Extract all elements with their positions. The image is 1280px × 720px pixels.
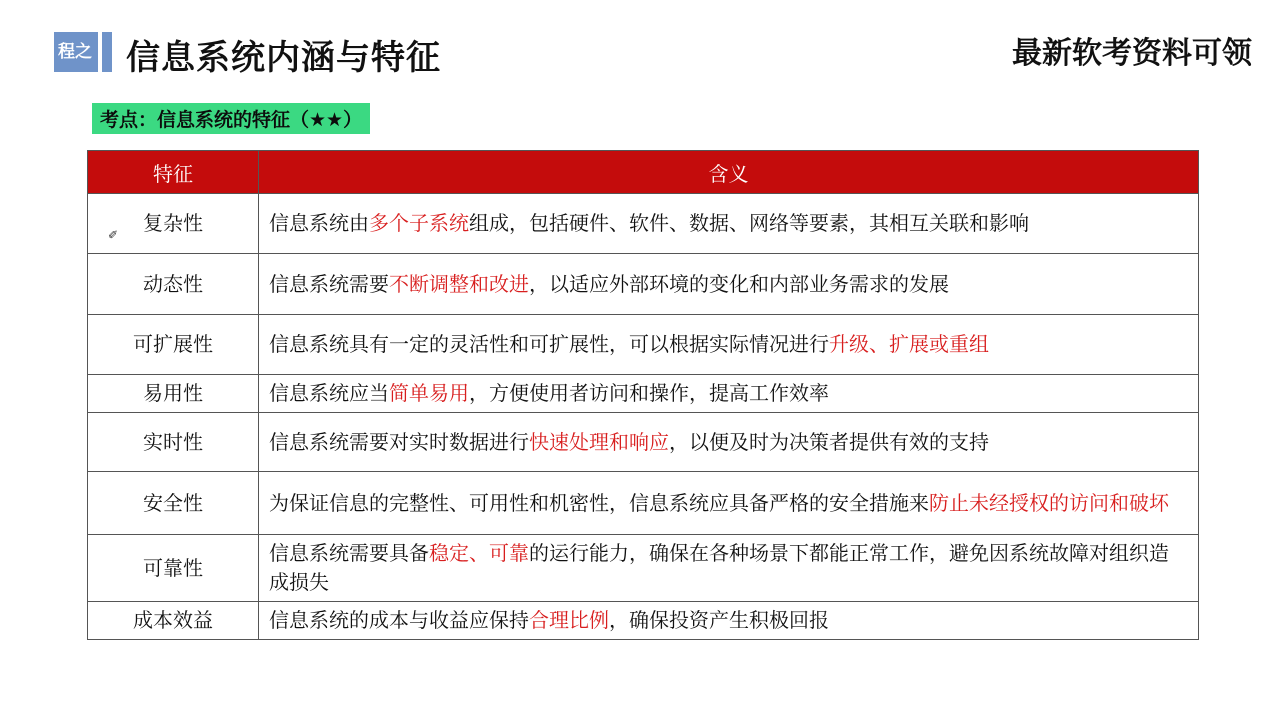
cursor-icon: ✐ bbox=[108, 228, 119, 242]
meaning-cell bbox=[259, 413, 1199, 472]
feature-cell: 成本效益 bbox=[88, 602, 259, 640]
column-header-feature: 特征 bbox=[88, 151, 259, 194]
page-title: 信息系统内涵与特征 bbox=[126, 38, 441, 78]
table-header bbox=[88, 151, 1199, 194]
highlight-text: 稳定、可靠 bbox=[429, 541, 529, 565]
promo-text: 最新软考资料可领 bbox=[1012, 36, 1252, 71]
meaning-text: 的运行能力，确保在各种场景下都能正常工作，避免因系统故障对组织造成损失 bbox=[269, 541, 1169, 594]
meaning-text: ，方便使用者访问和操作，提高工作效率 bbox=[469, 381, 829, 405]
highlight-text: 升级、扩展或重组 bbox=[829, 332, 989, 356]
meaning-cell bbox=[259, 472, 1199, 535]
meaning-text: ，以适应外部环境的变化和内部业务需求的发展 bbox=[529, 271, 949, 296]
meaning-text: 信息系统应当 bbox=[269, 381, 389, 405]
table-row bbox=[88, 535, 1199, 602]
highlight-text: 不断调整和改进 bbox=[389, 271, 529, 296]
meaning-text: 信息系统需要对实时数据进行 bbox=[269, 429, 529, 454]
meaning-text: 为保证信息的完整性、可用性和机密性，信息系统应具备严格的安全措施来 bbox=[269, 490, 929, 515]
highlight-text: 合理比例 bbox=[529, 608, 609, 632]
feature-cell: 安全性 bbox=[88, 472, 259, 535]
feature-cell: 复杂性 bbox=[88, 194, 259, 254]
meaning-text: 信息系统需要具备 bbox=[269, 541, 429, 565]
logo: 程之 bbox=[54, 32, 98, 72]
table-row bbox=[88, 413, 1199, 472]
meaning-text: 信息系统需要 bbox=[269, 271, 389, 296]
table-row bbox=[88, 315, 1199, 375]
meaning-cell bbox=[259, 194, 1199, 254]
highlight-text: 防止未经授权的访问和破坏 bbox=[929, 490, 1169, 515]
meaning-cell bbox=[259, 602, 1199, 640]
meaning-text: 信息系统具有一定的灵活性和可扩展性，可以根据实际情况进行 bbox=[269, 332, 829, 356]
meaning-cell bbox=[259, 315, 1199, 375]
table-row bbox=[88, 194, 1199, 254]
meaning-text: 信息系统的成本与收益应保持 bbox=[269, 608, 529, 632]
keypoint-label: 考点：信息系统的特征（★★） bbox=[92, 103, 370, 134]
features-table bbox=[87, 150, 1199, 640]
highlight-text: 快速处理和响应 bbox=[529, 429, 669, 454]
meaning-cell bbox=[259, 535, 1199, 602]
feature-cell: 可靠性 bbox=[88, 535, 259, 602]
meaning-text: 组成，包括硬件、软件、数据、网络等要素，其相互关联和影响 bbox=[469, 211, 1029, 235]
meaning-text: 信息系统由 bbox=[269, 211, 369, 235]
meaning-text: ，确保投资产生积极回报 bbox=[609, 608, 829, 632]
table-row bbox=[88, 472, 1199, 535]
meaning-cell bbox=[259, 375, 1199, 413]
logo-bar bbox=[102, 32, 112, 72]
highlight-text: 多个子系统 bbox=[369, 211, 469, 235]
table-row bbox=[88, 254, 1199, 315]
feature-cell: 可扩展性 bbox=[88, 315, 259, 375]
feature-cell: 动态性 bbox=[88, 254, 259, 315]
feature-cell: 实时性 bbox=[88, 413, 259, 472]
meaning-cell bbox=[259, 254, 1199, 315]
table-row bbox=[88, 602, 1199, 640]
feature-cell: 易用性 bbox=[88, 375, 259, 413]
meaning-text: ，以便及时为决策者提供有效的支持 bbox=[669, 429, 989, 454]
highlight-text: 简单易用 bbox=[389, 381, 469, 405]
column-header-meaning: 含义 bbox=[259, 151, 1199, 194]
table-row bbox=[88, 375, 1199, 413]
